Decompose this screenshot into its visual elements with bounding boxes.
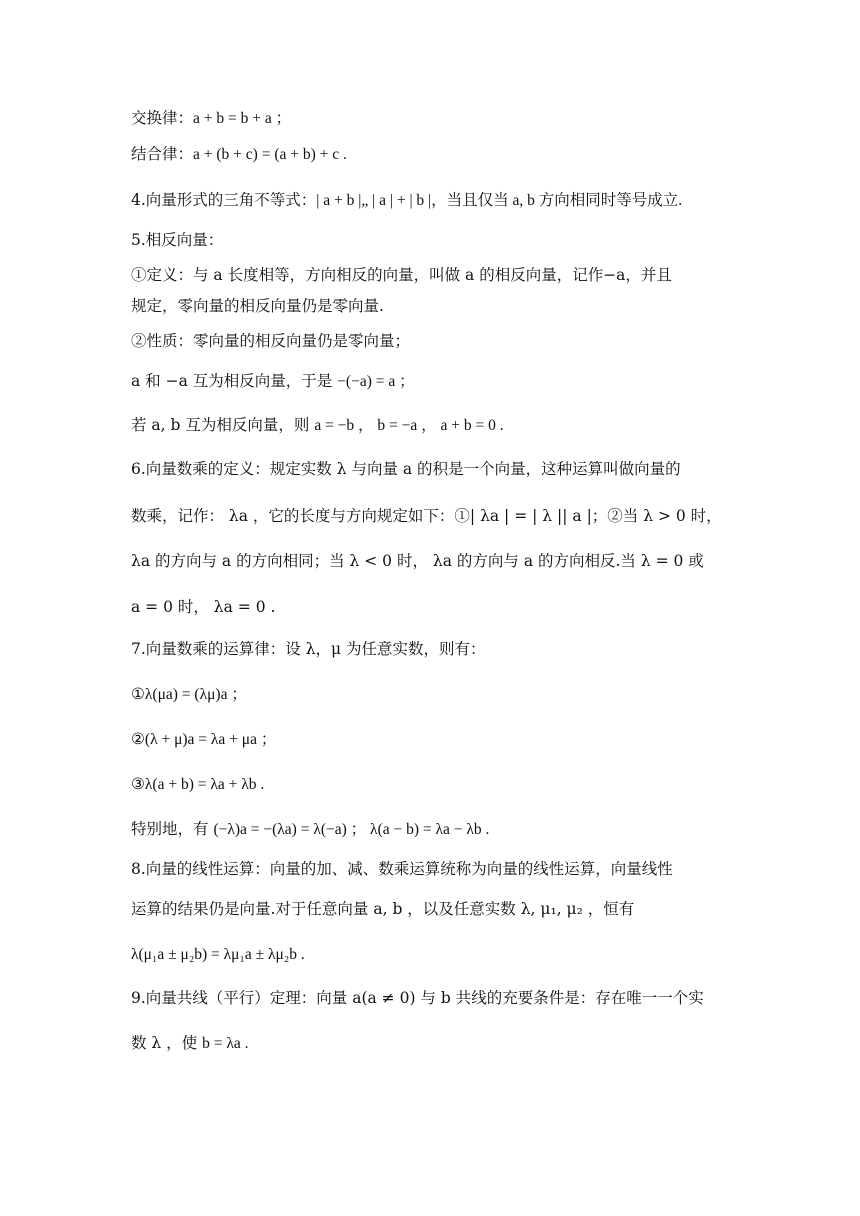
- text-line: a 和 −a 互为相反向量，于是 −(−a) = a ；: [131, 372, 415, 390]
- text-line: 运算的结果仍是向量.对于任意向量 a, b ，以及任意实数 λ, μ₁, μ₂ ，恒有: [131, 900, 635, 918]
- associative-law-line: 结合律：a + (b + c) = (a + b) + c .: [131, 145, 347, 163]
- formula-line: ③λ(a + b) = λa + λb .: [131, 775, 265, 793]
- text-line: λa 的方向与 a 的方向相同；当 λ < 0 时， λa 的方向与 a 的方向相反.当 λ = 0 或: [131, 552, 704, 570]
- formula-line: ②(λ + μ)a = λa + μa ；: [131, 730, 277, 748]
- text-line: ①定义：与 a 长度相等，方向相反的向量，叫做 a 的相反向量，记作−a，并且: [131, 266, 672, 284]
- text-line: 特别地，有 (−λ)a = −(λa) = λ(−a) ； λ(a − b) = λa − λb .: [131, 820, 490, 838]
- commutative-law-line: 交换律：a + b = b + a ；: [131, 109, 292, 127]
- text-line: 数 λ ，使 b = λa .: [131, 1034, 249, 1052]
- formula: b = λa .: [202, 1035, 249, 1052]
- formula: a = −b ， b = −a ， a + b = 0 .: [314, 417, 504, 434]
- formula: λ(μa) = (λμ)a ；: [144, 686, 247, 703]
- formula-line: [131, 943, 740, 966]
- section-heading: 6.向量数乘的定义：规定实数 λ 与向量 a 的积是一个向量，这种运算叫做向量的: [131, 460, 681, 478]
- formula: λ(a + b) = λa + λb .: [144, 776, 265, 793]
- formula: | a + b |„ | a | + | b |，当且仅当 a, b 方向相同时等号成立.: [316, 192, 683, 209]
- formula: −(−a) = a ；: [337, 373, 415, 390]
- formula: λ(μ₁a ± μ₂b) = λμ₁a ± λμ₂b .: [131, 946, 305, 963]
- formula: a + (b + c) = (a + b) + c .: [193, 146, 347, 163]
- text-line: ②性质：零向量的相反向量仍是零向量；: [131, 332, 411, 350]
- formula: a + b = b + a ；: [193, 110, 292, 127]
- triangle-inequality-line: 4.向量形式的三角不等式：| a + b |„ | a | + | b |，当且仅当 a, b 方向相同时等号成立.: [131, 191, 683, 209]
- text-line: 数乘，记作： λa ，它的长度与方向规定如下：①| λa | = | λ || a |；②当 λ > 0 时，: [131, 507, 722, 525]
- formula: (λ + μ)a = λa + μa ；: [144, 731, 277, 748]
- section-heading: 5.相反向量：: [131, 231, 224, 249]
- text-line: a = 0 时， λa = 0 .: [131, 598, 276, 616]
- text-line: 若 a, b 互为相反向量，则 a = −b ， b = −a ， a + b = 0 .: [131, 416, 504, 434]
- section-heading: 8.向量的线性运算：向量的加、减、数乘运算统称为向量的线性运算，向量线性: [131, 860, 673, 878]
- section-heading: 7.向量数乘的运算律：设 λ，μ 为任意实数，则有：: [131, 640, 486, 658]
- formula-line: ①λ(μa) = (λμ)a ；: [131, 685, 247, 703]
- text-line: 规定，零向量的相反向量仍是零向量.: [131, 297, 384, 315]
- section-heading: 9.向量共线（平行）定理：向量 a(a ≠ 0) 与 b 共线的充要条件是：存在唯一一个实: [131, 989, 704, 1007]
- formula: (−λ)a = −(λa) = λ(−a) ； λ(a − b) = λa − λb .: [213, 821, 490, 838]
